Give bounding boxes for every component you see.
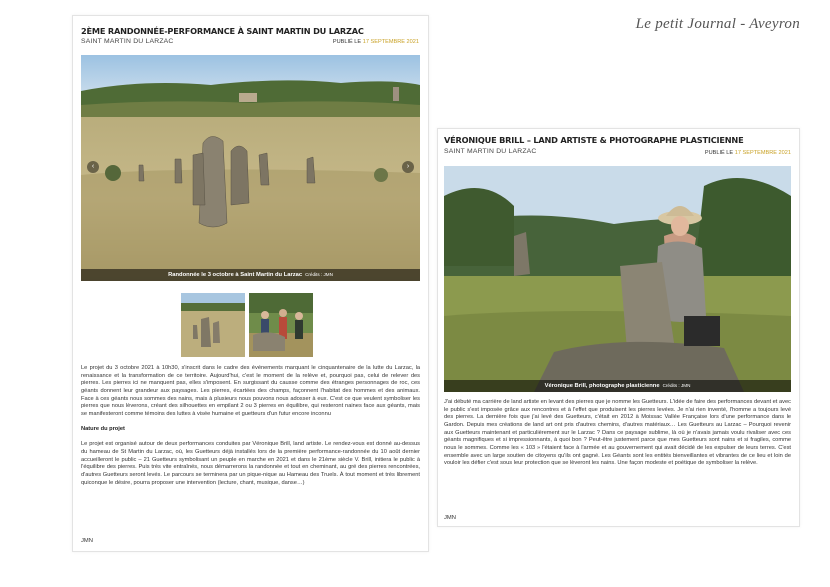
publish-date: PUBLIÉ LE 17 SEPTEMBRE 2021 bbox=[332, 39, 419, 45]
photo-caption: Véronique Brill, photographe plasticienne Crédits : JMN bbox=[444, 380, 791, 392]
paragraph: J'ai débuté ma carrière de land artiste en levant des pierres que je nomme les Guetteurs. L'idée de faire des performances devant et avec le public s'est imposée grâce aux rencontres et à l'effet que produisent les pierres levées. Je n'ai rien inventé, l'homme a toujours levé des pierres. La dernière fois que j'ai levé des Guetteurs, c'était en 2012 à Moissac Vallée Française lors d'une performance dans le Gardon. Depuis mes créations de land art ont pris d'autres chemins, d'autres matériaux… Les Guetteurs au Larzac – Pourquoi revenir aux Guetteurs maintenant et particulièrement sur le Larzac ? Dans ce paysage sublime, là où je n'avais jamais voulu rivaliser avec ces géants magnifiques et si impressionnants, à quoi bon ? Peut-être justement parce que mes Guetteurs sont nains et si fragiles, comme nous le sommes. Comme les « 103 » l'étaient face à l'armée et au gouvernement qui avait décidé de les expulser de leurs terres. C'est ensemble avec un large soutien de citoyens qu'ils ont gagné. Les Géants sont les entités bienveillantes et vibrantes de ce lieu et loin de vouloir les défier c'est sous leur protection que se lèveront les nains. Une façon modeste et poétique de symboliser la relève. bbox=[444, 399, 791, 467]
article-card-randonnee bbox=[72, 15, 429, 552]
carousel-next-button[interactable]: › bbox=[402, 161, 414, 173]
subheading: Nature du projet bbox=[81, 426, 125, 433]
main-photo-artist[interactable] bbox=[444, 166, 791, 392]
article-signature: JMN bbox=[444, 515, 456, 521]
publish-date: PUBLIÉ LE 17 SEPTEMBRE 2021 bbox=[704, 150, 791, 156]
newspaper-brand: Le petit Journal - Aveyron bbox=[635, 16, 800, 32]
article-title[interactable]: 2ÈME RANDONNÉE-PERFORMANCE À SAINT MARTIN DU LARZAC bbox=[81, 26, 364, 36]
main-photo-standing-stones[interactable] bbox=[81, 55, 420, 281]
photo-caption: Randonnée le 3 octobre à Saint Martin du Larzac Crédits : JMN bbox=[81, 269, 420, 281]
article-location: SAINT MARTIN DU LARZAC bbox=[444, 148, 537, 155]
thumbnail-group[interactable] bbox=[249, 293, 313, 357]
article-location: SAINT MARTIN DU LARZAC bbox=[81, 38, 174, 45]
paragraph: Le projet est organisé autour de deux performances conduites par Véronique Brill, land artiste. Le rendez-vous est donné au-dessus du hameau de St Martin du Larzac, où, les Guetteurs déjà installés lors de la première performance-randonnée du 10 août dernier accueilleront le public – 21 Guetteurs symbolisant un peuple en marche en 2021 et dans le 21ème siècle V. Brill, initiera le public à l'équilibre des pierres. Puis très vite entraînés, nous démarrerons la randonnée et tout en cheminant, au gré des pierres rencontrées, d'autres Guetteurs seront levés. Le parcours se terminera par un pique-nique au Hameau des Truels. À tout moment et très librement quiconque le désire, pourra proposer une intervention (lecture, chant, musique, danse…) bbox=[81, 441, 420, 486]
carousel-prev-button[interactable]: ‹ bbox=[87, 161, 99, 173]
article-signature: JMN bbox=[81, 538, 93, 544]
paragraph: Le projet du 3 octobre 2021 à 10h30, s'inscrit dans le cadre des événements marquant le cinquantenaire de la lutte du Larzac, la renaissance et la transformation de ce territoire. Aujourd'hui, c'est le moment de la relève et, pourquoi pas, celui de relever des pierres. Les pierres ici ne manquent pas, elles s'imposent. En surgissant du causse comme des étranges personnages de roc, ces géants donnent leur grandeur aux paysages. Les pierres, écartées des champs, façonnent l'habitat des hommes et des animaux. Face à ces géants nous sommes des nains, mais à plusieurs nous pouvons nous adosser à eux. C'est ce que veulent symboliser les pierres que nous lèverons, créant des silhouettes en empilant 2 ou 3 pierres en équilibre, qui resteront naines face aux géants, mais se manifesteront comme témoins des luttes à visée humaine et guetteurs d'un futur encore inconnu bbox=[81, 365, 420, 417]
article-body bbox=[444, 399, 791, 468]
article-body bbox=[81, 365, 420, 487]
thumbnail-stones[interactable] bbox=[181, 293, 245, 357]
article-title[interactable]: VÉRONIQUE BRILL – LAND ARTISTE & PHOTOGRAPHE PLASTICIENNE bbox=[444, 135, 744, 145]
article-card-veronique-brill bbox=[437, 128, 800, 527]
